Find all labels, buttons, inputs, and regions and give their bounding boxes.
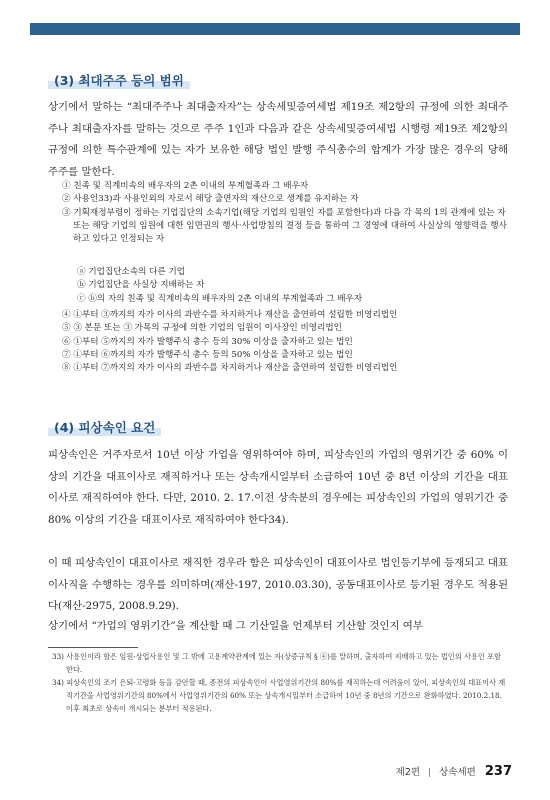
section-3-heading: (3) 최대주주 등의 범위 (48, 71, 190, 89)
footnotes (52, 650, 507, 715)
list-item: ⑦ ①부터 ⑥까지의 자가 발행주식 총수 등의 50% 이상을 출자하고 있는 법인 (62, 349, 353, 360)
list-item: ⑥ ①부터 ⑤까지의 자가 발행주식 총수 등의 30% 이상을 출자하고 있는 법인 (62, 336, 353, 347)
list-item: ⑧ ①부터 ⑦까지의 자가 이사의 과반수를 차지하거나 재산을 출연하여 설립한 비영리법인 (62, 363, 398, 374)
list-item: ③ 기획재정부령이 정하는 기업집단의 소속기업(해당 기업의 임원인 자를 포함한다)과 다음 각 목의 1의 관계에 있는 자 또는 해당 기업의 임원에 대한 임면권의 행사·사업방침의 결정 등을 통하여 그 경영에 대하여 사실상의 영향력을 행사하고 있다고 인정되는 자 (62, 207, 507, 245)
list-item: ⑤ ③ 본문 또는 ③ 가목의 규정에 의한 기업의 임원이 이사장인 비영리법인 (62, 323, 342, 334)
header-bar (30, 23, 520, 35)
list-item: ② 사용인33)과 사용인외의 자로서 해당 출연자의 재산으로 생계를 유지하는 자 (62, 194, 359, 205)
footnote-34: 34) 피상속인의 조기 은퇴·고령화 등을 감안할 때, 종전의 피상속인이 사업영위기간의 80%를 재직하는데 어려움이 있어, 피상속인의 대표이사 재직기간을 사업영위기간의 80%에서 사업영위기간의 60% 또는 상속개시일부터 소급하여 10년 중 8년의 기간으로 완화하였다. 2010.2.18.이후 최초로 상속이 개시되는 분부터 적용된다. (52, 678, 506, 713)
list-item: ① 친족 및 직계비속의 배우자의 2촌 이내의 부계혈족과 그 배우자 (62, 181, 309, 191)
list-item: ④ ①부터 ③까지의 자가 이사의 과반수를 차지하거나 재산을 출연하여 설립한 비영리법인 (62, 310, 398, 320)
section-4-paragraph-1: 피상속인은 거주자로서 10년 이상 가업을 영위하여야 하며, 피상속인의 가업의 영위기간 중 60% 이상의 기간을 대표이사로 재직하거나 또는 상속개시일부터 소급하여 10년 중 8년 이상의 기간을 대표이사로 재직하여야 한다. 다만, 2010. 2. 17.이전 상속분의 경우에는 피상속인의 가업의 영위기간 중 80% 이상의 기간을 대표이사로 재직하여야 한다34). (48, 449, 508, 526)
page-footer (396, 764, 512, 779)
footer-title: 상속세편 (439, 767, 476, 778)
footer-separator (429, 768, 430, 777)
related-parties-list-continued (62, 309, 508, 375)
page-number: 237 (484, 764, 512, 779)
footer-part: 제2편 (395, 767, 421, 778)
sub-list (77, 266, 507, 306)
related-parties-list (62, 180, 508, 246)
section-4-paragraph-3: 상기에서 “가업의 영위기간”을 계산할 때 그 기산일을 언제부터 기산할 것인지 여부 (48, 620, 423, 632)
sub-item: ⓒ ⓑ의 자의 친족 및 직계비속의 배우자의 2촌 이내의 부계혈족과 그 배우자 (77, 293, 363, 304)
sub-item: ⓐ 기업집단소속의 다른 기업 (77, 267, 186, 277)
footnote-divider (48, 647, 138, 648)
section-4-paragraph-2: 이 때 피상속인이 대표이사로 재직한 경우라 함은 피상속인이 대표이사로 법인등기부에 등재되고 대표이사직을 수행하는 경우를 의미하며(재산-197, 2010.03.30), 공동대표이사로 등기된 경우도 적용된다(재산-2975, 2008.9.29). (48, 557, 508, 612)
footnote-33: 33) 사용인이라 함은 임원·상업사용인 및 그 밖에 고용계약관계에 있는 자(상증규칙 § ④)를 말하며, 출자하여 지배하고 있는 법인의 사용인 포함한다. (52, 652, 501, 674)
section-3-paragraph: 상기에서 말하는 “최대주주나 최대출자자”는 상속세및증여세법 제19조 제2항의 규정에 의한 최대주주나 최대출자자를 말하는 것으로 주주 1인과 다음과 같은 상속세및증여세법 시행령 제19조 제2항의 규정에 의한 특수관계에 있는 자가 보유한 해당 법인 발행 주식총수의 합계가 가장 많은 경우의 당해 주주를 말한다. (48, 101, 508, 178)
section-4-heading: (4) 피상속인 요건 (48, 418, 161, 436)
sub-item: ⓑ 기업집단을 사실상 지배하는 자 (77, 280, 205, 291)
